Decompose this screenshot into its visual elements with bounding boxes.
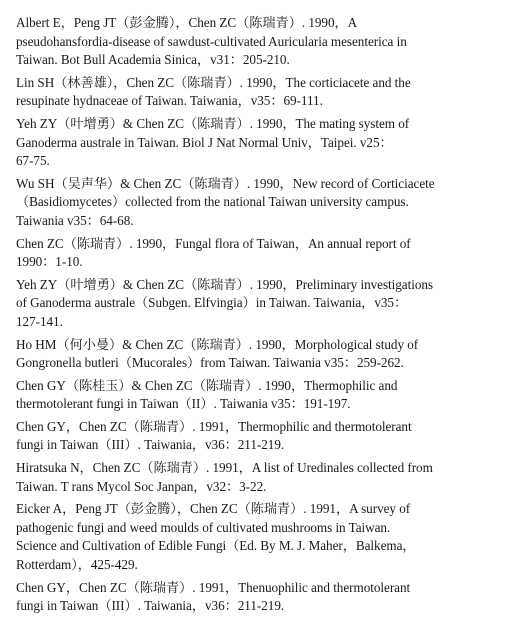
reference-item — [16, 276, 500, 332]
reference-line: Hiratsuka N，Chen ZC（陈瑞青）. 1991，A list of Uredinales collected from — [16, 460, 433, 476]
reference-line: Chen GY（陈桂玉）& Chen ZC（陈瑞青）. 1990，Thermophilic and — [16, 377, 398, 393]
reference-item — [16, 336, 500, 373]
reference-line: Lin SH（林善雄），Chen ZC（陈瑞青）. 1990，The corticiacete and the — [16, 74, 411, 90]
reference-line: pseudohansfordia-disease of sawdust-cultivated Auricularia mesenterica in — [16, 33, 407, 49]
reference-item — [16, 235, 500, 272]
reference-item — [16, 175, 500, 231]
reference-line: Taiwan. Bot Bull Academia Sinica，v31：205-210. — [16, 52, 290, 68]
reference-line: Taiwan. T rans Mycol Soc Janpan，v32：3-22. — [16, 478, 267, 494]
reference-line: Ganoderma australe in Taiwan. Biol J Nat Normal Univ，Taipei. v25： — [16, 134, 393, 150]
reference-line: Science and Cultivation of Edible Fungi（Ed. By M. J. Maher，Balkema， — [16, 538, 416, 554]
reference-line: Wu SH（吴声华）& Chen ZC（陈瑞青）. 1990，New record of Corticiacete — [16, 175, 435, 191]
reference-line: Gongronella butleri（Mucorales）from Taiwan. Taiwania v35：259-262. — [16, 355, 404, 371]
reference-line: fungi in Taiwan（III）. Taiwania，v36：211-219. — [16, 437, 285, 453]
reference-item — [16, 500, 500, 574]
reference-line: pathogenic fungi and weed moulds of cultivated mushrooms in Taiwan. — [16, 519, 391, 535]
reference-line: Albert E，Peng JT（彭金腾），Chen ZC（陈瑞青）. 1990，A — [16, 15, 358, 30]
reference-item — [16, 418, 500, 455]
reference-line: 1990：1-10. — [16, 254, 83, 270]
reference-line: resupinate hydnaceae of Taiwan. Taiwania，v35：69-111. — [16, 93, 323, 109]
reference-item — [16, 14, 500, 70]
reference-line: Chen ZC（陈瑞青）. 1990，Fungal flora of Taiwan，An annual report of — [16, 235, 411, 251]
reference-line: of Ganoderma australe（Subgen. Elfvingia）in Taiwan. Taiwania，v35： — [16, 295, 408, 311]
reference-line: Chen GY，Chen ZC（陈瑞青）. 1991，Thenuophilic and thermotolerant — [16, 579, 411, 595]
reference-line: （Basidiomycetes）collected from the national Taiwan university campus. — [16, 194, 409, 210]
reference-line: Taiwania v35：64-68. — [16, 212, 134, 228]
reference-line: Chen GY，Chen ZC（陈瑞青）. 1991，Thermophilic and thermotolerant — [16, 418, 412, 434]
reference-item — [16, 579, 500, 616]
reference-line: Eicker A，Peng JT（彭金腾），Chen ZC（陈瑞青）. 1991，A survey of — [16, 501, 411, 517]
reference-line: Ho HM（何小曼）& Chen ZC（陈瑞青）. 1990，Morphological study of — [16, 336, 419, 352]
reference-item — [16, 115, 500, 171]
reference-list — [16, 14, 500, 616]
reference-line: Yeh ZY（叶增勇）& Chen ZC（陈瑞青）. 1990，Preliminary investigations — [16, 276, 434, 292]
reference-line: 67-75. — [16, 153, 50, 169]
reference-line: Rotterdam），425-429. — [16, 557, 138, 573]
reference-item — [16, 459, 500, 496]
reference-item — [16, 377, 500, 414]
reference-line: Yeh ZY（叶增勇）& Chen ZC（陈瑞青）. 1990，The mating system of — [16, 115, 410, 131]
reference-line: 127-141. — [16, 313, 63, 329]
reference-line: fungi in Taiwan（III）. Taiwania，v36：211-219. — [16, 598, 285, 614]
reference-item — [16, 74, 500, 111]
reference-line: thermotolerant fungi in Taiwan（II）. Taiwania v35：191-197. — [16, 396, 351, 412]
